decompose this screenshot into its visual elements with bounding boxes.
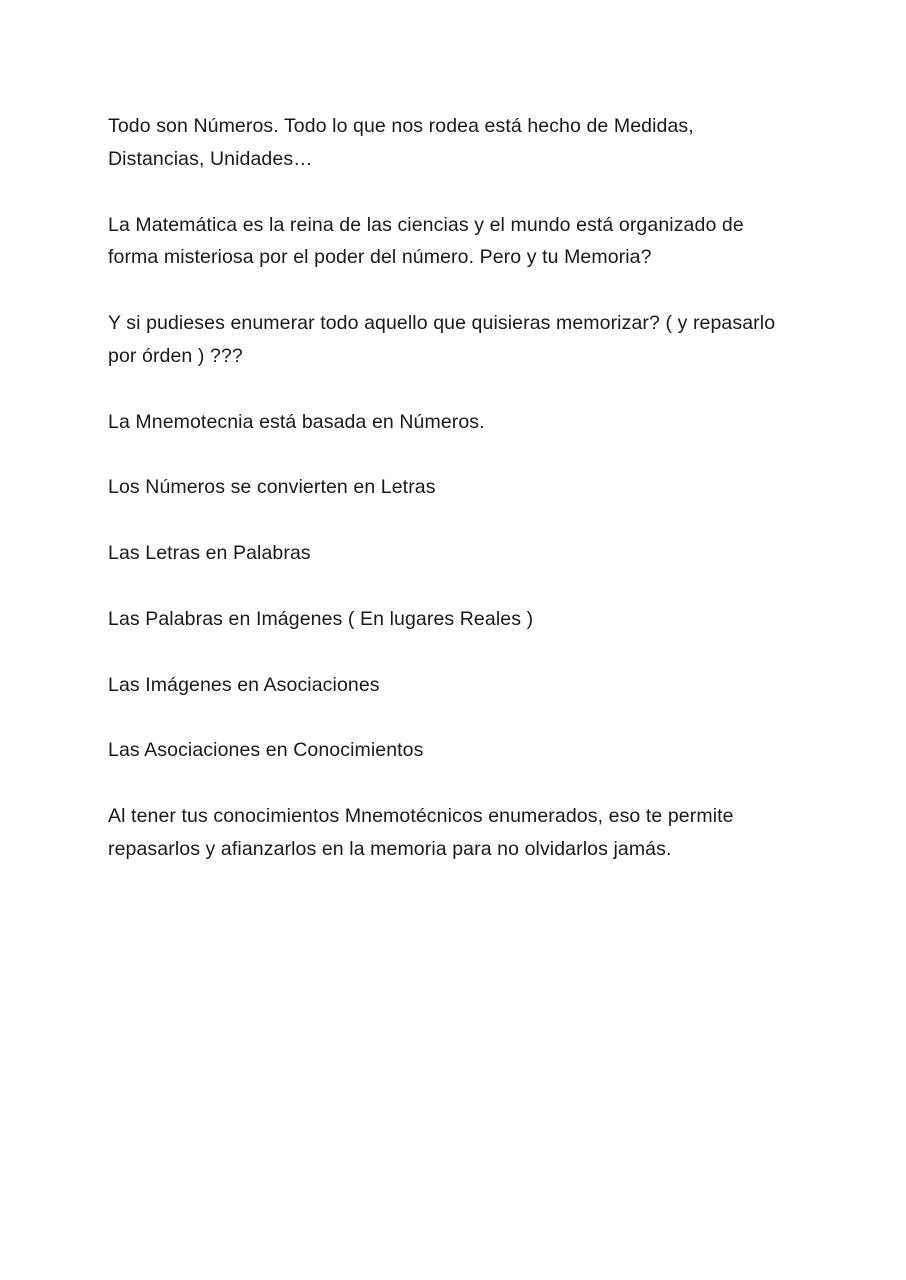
paragraph-numeros-letras: Los Números se convierten en Letras <box>108 476 436 499</box>
paragraph-enumerar: Y si pudieses enumerar todo aquello que quisieras memorizar? ( y repasarlo por órden ) ??? <box>108 312 776 367</box>
paragraph-imagenes-asociaciones: Las Imágenes en Asociaciones <box>108 673 380 696</box>
paragraph-palabras-imagenes: Las Palabras en Imágenes ( En lugares Reales ) <box>108 607 534 630</box>
paragraph-asociaciones-conocimientos: Las Asociaciones en Conocimientos <box>108 739 424 762</box>
paragraph-conclusion: Al tener tus conocimientos Mnemotécnicos enumerados, eso te permite repasarlos y afianzarlos en la memoria para no olvidarlos jamás. <box>108 805 734 860</box>
paragraph-letras-palabras: Las Letras en Palabras <box>108 542 311 564</box>
paragraph-matematica: La Matemática es la reina de las ciencias y el mundo está organizado de forma misteriosa por el poder del número. Pero y tu Memoria? <box>108 213 744 269</box>
paragraph-mnemotecnia: La Mnemotecnia está basada en Números. <box>108 410 485 433</box>
paragraph-intro-numbers: Todo son Números. Todo lo que nos rodea está hecho de Medidas, Distancias, Unidades… <box>108 115 694 170</box>
